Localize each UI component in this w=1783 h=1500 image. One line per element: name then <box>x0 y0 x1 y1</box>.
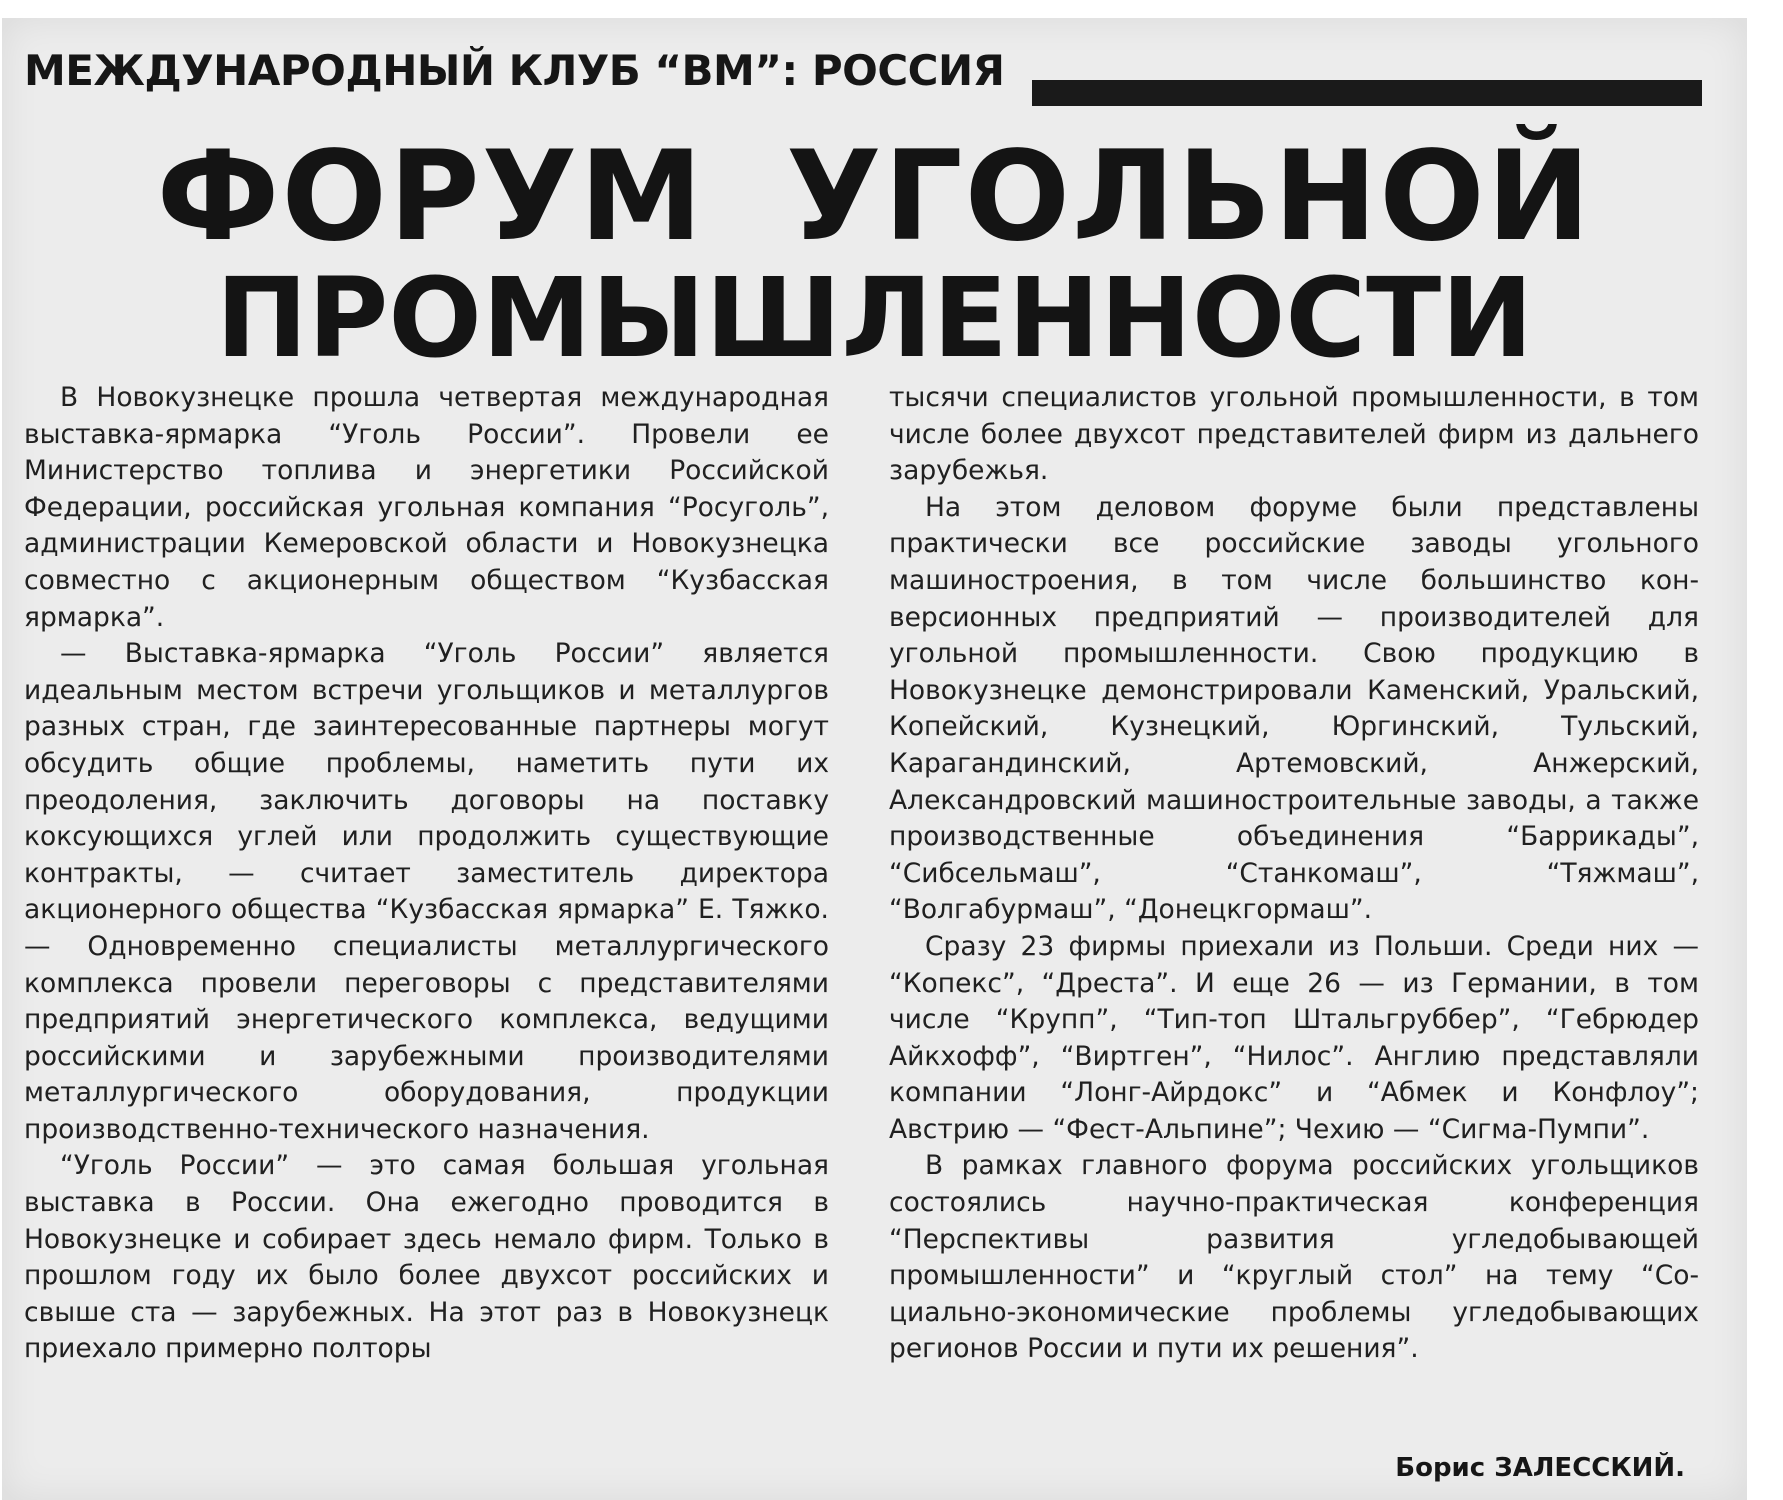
article-paragraph: Сразу 23 фирмы приехали из Польши. Среди них — “Копекс”, “Дреста”. И еще 26 — из Германии, в том числе “Крупп”, “Тип-топ Штальгруббер”, “Гебрюдер Айкхофф”, “Виртген”, “Нилос”. Англию представляли компании “Лонг-Айрдокс” и “Абмек и Конфлоу”; Австрию — “Фест-Альпине”; Чехию — “Сигма-Пумпи”. <box>889 930 1699 1145</box>
column-gutter <box>854 380 855 1480</box>
article-column-left <box>24 380 829 1368</box>
rubric-rule <box>1032 80 1702 106</box>
author-byline: Борис ЗАЛЕССКИЙ. <box>1395 1453 1685 1483</box>
article-column-right <box>889 380 1699 1368</box>
article-paragraph: В Новокузнецке прошла четвертая международная выставка-ярмарка “Уголь России”. Провели ее Министерство топлива и энергетики Российской Федерации, российская угольная компания “Росуголь”, администрации Кемеровской области и Новокузнецка совместно с акционерным обществом “Кузбасская ярмарка”. <box>24 382 829 633</box>
newspaper-clipping <box>2 18 1747 1500</box>
rubric-title: МЕЖДУНАРОДНЫЙ КЛУБ “ВМ”: РОССИЯ <box>24 46 1005 95</box>
article-paragraph: — Выставка-ярмарка “Уголь России” является идеальным местом встречи угольщиков и металлургов разных стран, где заинтересованные партнеры могут обсудить общие проблемы, наметить пути их преодоления, заключить договоры на поставку коксующихся углей или продолжить существующие контракты, — считает заместитель директора акционерного общества “Кузбасская ярмарка” Е. Тяжко.— Одновременно специалисты металлургического комплекса провели переговоры с представителями предприятий энергетического комплекса, ведущими российскими и зарубежными производителями металлургического оборудования, продукции производственно-технического назначения. <box>24 638 829 1145</box>
headline-line-2: ПРОМЫШЛЕННОСТИ <box>215 254 1534 382</box>
article-paragraph-continued: тысячи специалистов угольной промышленности, в том числе более двухсот представителей фирм из дальнего зарубежья. <box>889 382 1699 487</box>
article-paragraph: На этом деловом форуме были представлены практически все российские заводы угольного машиностроения, в том числе большинство конверсионных предприятий — производителей для угольной промышленности. Свою продукцию в Новокузнецке демонстрировали Каменский, Уральский, Копейский, Кузнецкий, Юргинский, Тульский, Карагандинский, Артемовский, Анжерский, Александровский машиностроительные заводы, а также производственные объединения “Баррикады”, “Сибсельмаш”, “Станкомаш”, “Тяжмаш”, “Волгабурмаш”, “Донецкгормаш”. <box>889 491 1699 926</box>
article-paragraph: В рамках главного форума российских угольщиков состоялись научно-практическая конференция “Перспективы развития угледобывающей промышленности” и “круглый стол” на тему “Социально-экономические проблемы угледобывающих регионов России и пути их решения”. <box>889 1150 1699 1365</box>
headline-line-1: ФОРУМ УГОЛЬНОЙ <box>156 125 1593 269</box>
article-paragraph: “Уголь России” — это самая большая угольная выставка в России. Она ежегодно проводится в Новокузнецке и собирает здесь немало фирм. Только в прошлом году их было более двухсот российских и свыше ста — зарубежных. На этот раз в Новокузнецк приехало примерно полторы <box>24 1150 829 1365</box>
